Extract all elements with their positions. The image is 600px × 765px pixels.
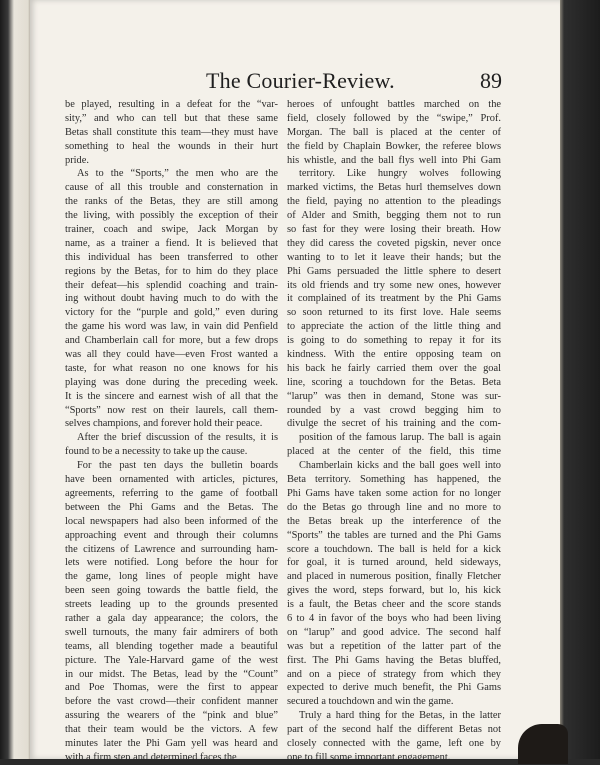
text-line: part of the second half the different Betas not	[287, 724, 501, 736]
text-line: been seen going towards the battle field, the	[65, 585, 278, 597]
text-line: for goal, it is turned around, held sideways,	[287, 557, 501, 569]
text-line: its old friends and try some new ones, however	[287, 279, 501, 291]
text-line: “larup” was then in demand, Stone was sur-	[287, 390, 501, 402]
text-line: have been ornamented with articles, pictures,	[65, 474, 278, 486]
text-line: cause of all this trouble and consternation in	[65, 182, 278, 194]
text-line: “Sports” now rest on their laurels, call them-	[65, 404, 278, 416]
text-line: kindness. With the entire opposing team on	[287, 349, 501, 361]
text-line: name, as a trainer a fiend. It is believed that	[65, 237, 278, 249]
text-line: pride.	[65, 154, 89, 166]
text-line: Phi Gams persuaded the little sphere to desert	[287, 265, 501, 277]
text-line: sity,” and who can tell but that these same	[65, 112, 278, 124]
text-line: do the Betas go through line and no more to	[287, 501, 501, 513]
text-line: “Sports” the tables are turned and the Phi Gams	[287, 529, 501, 541]
text-line: wanting to to let it leave their hands; but the	[287, 251, 501, 263]
text-line: divulge the secret of his training and the com-	[287, 418, 501, 430]
text-line: For the past ten days the bulletin boards	[77, 460, 278, 472]
text-line: the field by Chaplain Bowker, the referee blows	[287, 140, 501, 152]
text-line: selves champions, and forever hold their peace.	[65, 418, 263, 430]
book-binding-edge	[560, 0, 600, 759]
text-line: the ranks of the Betas, they are still among	[65, 196, 278, 208]
text-line: closely connected with the game, left one by	[287, 737, 501, 749]
text-line: field, closely followed by the “swipe,” Prof.	[287, 112, 501, 124]
text-line: position of the famous larup. The ball is again	[299, 432, 501, 444]
text-line: assuring the wearers of the “pink and blue”	[65, 710, 278, 722]
text-line: was all they could have—even Frost wanted a	[65, 349, 278, 361]
text-line: something to heal the wounds in their hurt	[65, 140, 278, 152]
text-line: be played, resulting in a defeat for the “var-	[65, 99, 278, 110]
text-line: the field, paying no attention to the pleadings	[287, 196, 501, 208]
text-line: heroes of unfought battles marched on the	[287, 99, 501, 110]
text-line: minutes later the Phi Gam yell was heard and	[65, 737, 278, 749]
text-line: it complained of its treatment by the Phi Gams	[287, 293, 501, 305]
text-line: After the brief discussion of the results, it is	[77, 432, 278, 444]
text-line: in our midst. The Betas, lead by the “Count”	[65, 668, 278, 680]
text-line: agreements, referring to the game of football	[65, 487, 278, 499]
text-line: the game his word was law, in vain did Penfield	[65, 321, 278, 333]
text-line: they did caress the coveted pigskin, never once	[287, 237, 501, 249]
text-line: Truly a hard thing for the Betas, in the latter	[299, 710, 501, 722]
text-line: first. The Phi Gams having the Betas bluffed,	[287, 654, 501, 666]
text-line: rounded by a vast crowd begging him to	[287, 404, 501, 416]
text-line: 6 to 4 in favor of the boys who had been living	[287, 612, 501, 624]
text-line: lets were notified. Long before the hour for	[65, 557, 278, 569]
text-line: rather a gala day appearance; the colors, the	[65, 612, 278, 624]
text-line: so fast for they were losing their breath. How	[287, 224, 501, 236]
text-line: streets leading up to the grounds presented	[65, 599, 278, 611]
text-line: his whistle, and the ball flys well into Phi Gam	[287, 154, 501, 166]
text-line: of Alder and Smith, begging them not to run	[287, 210, 501, 222]
text-line: picture. The Yale-Harvard game of the west	[65, 654, 278, 666]
text-line: the citizens of Lawrence and surrounding ham-	[65, 543, 278, 555]
text-line: As to the “Sports,” the men who are the	[77, 168, 278, 180]
text-line: before the vast crowd—their confident manner	[65, 696, 278, 708]
text-line: the game, long lines of people might have	[65, 571, 278, 583]
scanner-thumb	[518, 724, 568, 764]
text-line: was but a repetition of the latter part of the	[287, 640, 501, 652]
text-line: his back he fairly carried them over the goal	[287, 362, 501, 374]
text-line: expected to derive much benefit, the Phi Gams	[287, 682, 501, 694]
text-line: to appreciate the action of the little thing and	[287, 321, 501, 333]
text-line: Phi Gams have taken some action for no longer	[287, 487, 501, 499]
text-line: teams, all blending together made a beautiful	[65, 640, 278, 652]
text-line: is a fault, the Betas cheer and the score stands	[287, 599, 501, 611]
text-line: score a touchdown. The ball is held for a kick	[287, 543, 501, 555]
text-line: Beta territory. Something has happened, the	[287, 474, 501, 486]
text-line: the living, with possibly the exception of their	[65, 210, 278, 222]
text-line: that their team would be the victors. A few	[65, 724, 278, 736]
text-line: victory for the “purple and gold,” even during	[65, 307, 278, 319]
running-header	[172, 68, 502, 98]
text-line: placed at the center of the field, this time	[287, 446, 501, 458]
text-line: this individual has been transferred to other	[65, 251, 278, 263]
page-number: 89	[480, 68, 502, 93]
left-text-column	[65, 98, 278, 765]
right-text-column	[287, 98, 501, 765]
text-line: playing was done during the preceding week.	[65, 376, 278, 388]
text-line: taste, for what reason no one knows for his	[65, 362, 278, 374]
text-line: territory. Like hungry wolves following	[299, 168, 501, 180]
text-line: Betas shall constitute this team—they must have	[65, 126, 278, 138]
text-line: local newspapers had also been informed of the	[65, 515, 278, 527]
text-line: one to fill some important engagement.	[287, 751, 451, 763]
text-line: Chamberlain kicks and the ball goes well into	[299, 460, 501, 472]
text-line: secured a touchdown and win the game.	[287, 696, 454, 708]
journal-title: The Courier-Review.	[206, 68, 395, 93]
text-line: ing without doubt having much to do with the	[65, 293, 278, 305]
text-line: and placed in numerous position, finally Fletcher	[287, 571, 501, 583]
text-line: regions by the Betas, for to him do they place	[65, 265, 278, 277]
text-line: the Betas break up the interference of the	[287, 515, 501, 527]
text-line: and Chamberlain call for more, but a few drops	[65, 335, 278, 347]
text-line: their defeat—his splendid coaching and train-	[65, 279, 278, 291]
adjacent-page-edge	[0, 0, 30, 759]
text-line: It is the sincere and earnest wish of all that the	[65, 390, 278, 402]
text-line: trainer, coach and swipe, Jack Morgan by	[65, 224, 278, 236]
text-line: between the Phi Gams and the Betas. The	[65, 501, 278, 513]
text-line: approaching event and through their columns	[65, 529, 278, 541]
text-line: swell turnouts, the many fair admirers of both	[65, 626, 278, 638]
text-line: is going to do something to repay it for its	[287, 335, 501, 347]
text-line: Morgan. The ball is placed at the center of	[287, 126, 501, 138]
text-line: and on a piece of strategy from which they	[287, 668, 501, 680]
text-line: gives the word, steps forward, but lo, his kick	[287, 585, 501, 597]
text-line: found to be a necessity to take up the cause.	[65, 446, 248, 458]
text-line: and Poe Thomas, were the first to appear	[65, 682, 278, 694]
text-line: line, scoring a touchdown for the Betas. Beta	[287, 376, 501, 388]
text-line: so soon returned to its first love. Hale seems	[287, 307, 501, 319]
text-line: marked victims, the Betas hurl themselves down	[287, 182, 501, 194]
text-line: on “larup” and good advice. The second half	[287, 626, 501, 638]
text-line: with a firm step and determined faces the	[65, 751, 237, 763]
